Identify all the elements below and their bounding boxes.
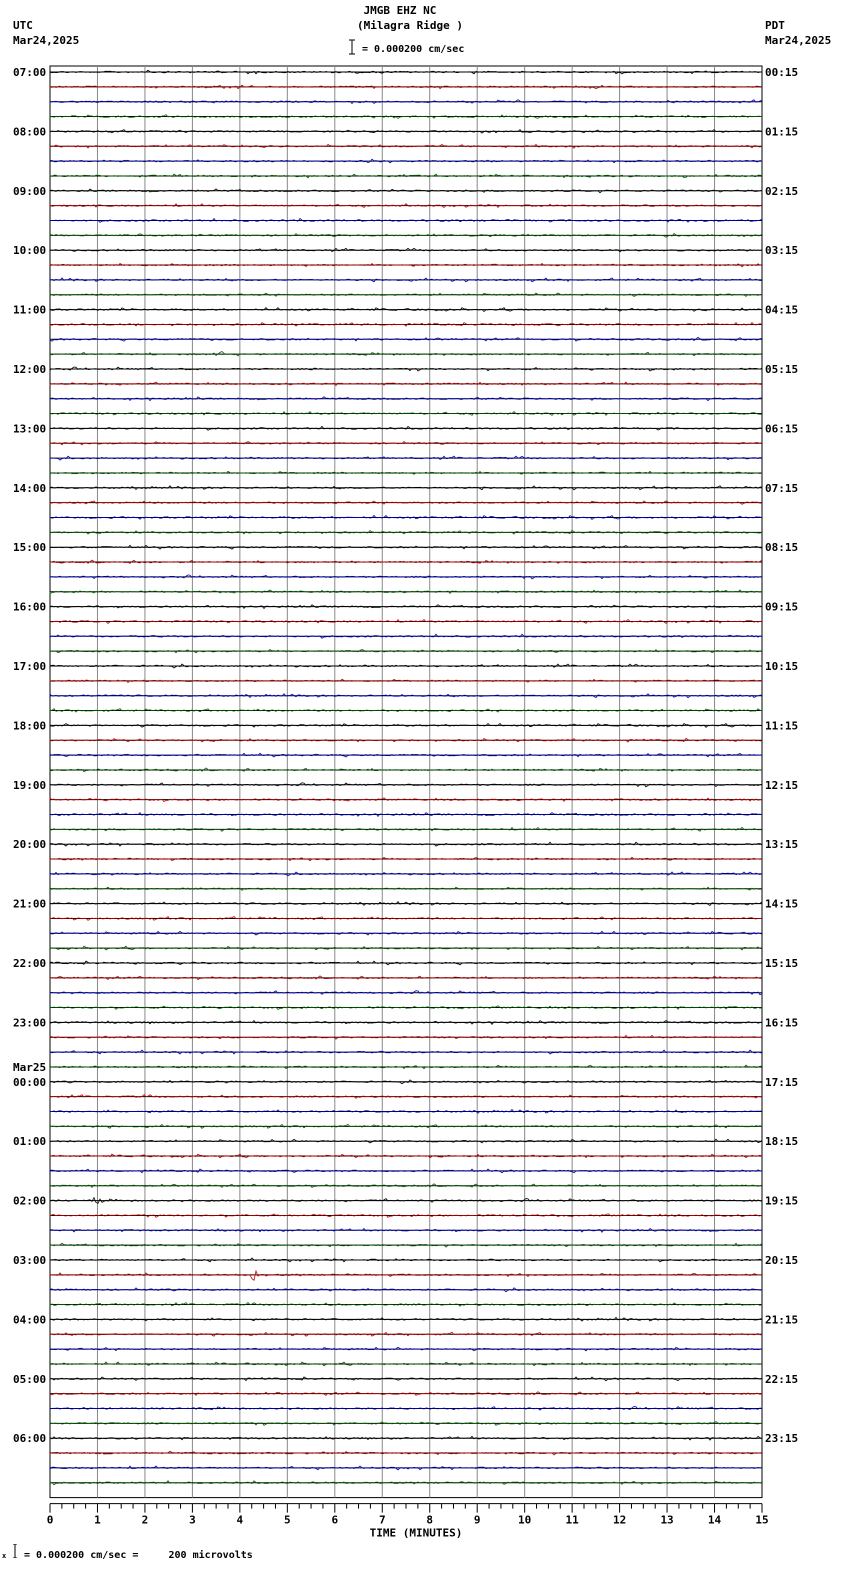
utc-hour-label: 01:00 (13, 1135, 47, 1149)
seismic-trace (50, 1271, 762, 1280)
seismic-trace (50, 1124, 762, 1128)
seismic-trace (50, 1288, 762, 1292)
utc-hour-label: 13:00 (13, 422, 47, 436)
seismic-trace (50, 248, 762, 252)
utc-hour-label: 23:00 (13, 1016, 47, 1030)
utc-hour-label: 15:00 (13, 541, 47, 555)
footer-prefix: x (2, 1552, 7, 1560)
utc-date-change-label: Mar25 (13, 1060, 47, 1074)
scale-label: = 0.000200 cm/sec (362, 44, 465, 55)
utc-hour-label: 16:00 (13, 600, 47, 614)
seismic-trace (50, 516, 762, 520)
seismic-trace (50, 545, 762, 549)
pdt-hour-label: 03:15 (765, 244, 799, 258)
seismic-trace (50, 219, 762, 223)
x-tick-label: 10 (518, 1513, 532, 1527)
seismic-trace (50, 115, 762, 119)
utc-hour-label: 09:00 (13, 184, 47, 198)
pdt-hour-label: 22:15 (765, 1372, 799, 1386)
seismic-trace (50, 709, 762, 712)
footer-scale-bar-icon (13, 1544, 18, 1558)
right-date: Mar24,2025 (765, 34, 832, 47)
x-tick-label: 11 (565, 1513, 579, 1527)
utc-hour-label: 05:00 (13, 1372, 47, 1386)
station-location: (Milagra Ridge ) (357, 19, 463, 32)
utc-hour-label: 11:00 (13, 303, 47, 317)
x-tick-label: 14 (707, 1513, 722, 1527)
pdt-hour-label: 18:15 (765, 1135, 799, 1149)
station-title: JMGB EHZ NC (363, 4, 437, 17)
seismic-trace (50, 1065, 762, 1068)
left-date: Mar24,2025 (13, 34, 80, 47)
pdt-hour-label: 02:15 (765, 184, 799, 198)
pdt-hour-label: 19:15 (765, 1194, 799, 1208)
utc-hour-label: 17:00 (13, 660, 47, 673)
x-tick-label: 12 (612, 1513, 627, 1527)
utc-hour-label: 06:00 (13, 1432, 47, 1446)
pdt-hour-label: 07:15 (765, 481, 799, 495)
pdt-hour-label: 23:15 (765, 1432, 799, 1446)
utc-hour-label: 08:00 (13, 125, 47, 139)
right-timezone: PDT (765, 19, 785, 32)
seismic-trace (50, 605, 762, 609)
utc-hour-label: 19:00 (13, 778, 47, 792)
seismic-trace (50, 1021, 762, 1025)
seismic-trace (50, 70, 762, 74)
pdt-hour-label: 21:15 (765, 1313, 799, 1327)
seismic-trace (50, 1110, 762, 1114)
x-tick-label: 2 (141, 1513, 149, 1527)
utc-hour-label: 07:00 (13, 66, 47, 79)
pdt-hour-label: 10:15 (765, 660, 799, 673)
seismic-trace (50, 264, 762, 267)
x-tick-label: 8 (426, 1513, 434, 1527)
seismic-trace (50, 946, 762, 950)
seismic-trace (50, 976, 762, 980)
utc-hour-label: 20:00 (13, 838, 47, 852)
pdt-hour-label: 20:15 (765, 1254, 799, 1267)
utc-hour-label: 12:00 (13, 363, 47, 376)
pdt-hour-label: 14:15 (765, 897, 799, 911)
utc-hour-label: 14:00 (13, 481, 47, 495)
pdt-hour-label: 17:15 (765, 1075, 799, 1089)
seismic-trace (50, 857, 762, 860)
x-tick-label: 4 (236, 1513, 244, 1527)
x-tick-label: 1 (94, 1513, 101, 1527)
seismic-trace (50, 1080, 762, 1084)
x-tick-label: 5 (284, 1513, 291, 1527)
utc-hour-label: 02:00 (13, 1194, 47, 1208)
pdt-hour-label: 15:15 (765, 957, 799, 970)
pdt-hour-label: 06:15 (765, 422, 799, 436)
utc-hour-label: 10:00 (13, 244, 47, 258)
x-tick-label: 7 (378, 1513, 386, 1527)
x-tick-label: 9 (473, 1513, 481, 1527)
seismic-trace (50, 293, 762, 296)
x-tick-label: 6 (331, 1513, 339, 1527)
x-tick-label: 13 (660, 1513, 674, 1527)
seismic-trace (50, 827, 762, 831)
utc-hour-label: 03:00 (13, 1254, 47, 1267)
pdt-hour-label: 11:15 (765, 719, 799, 733)
pdt-hour-label: 16:15 (765, 1016, 799, 1030)
pdt-hour-label: 12:15 (765, 778, 799, 792)
seismic-trace (50, 783, 762, 787)
scale-bar-icon (349, 40, 355, 54)
seismic-trace (50, 1451, 762, 1455)
pdt-hour-label: 04:15 (765, 303, 799, 317)
x-tick-label: 15 (755, 1513, 769, 1527)
seismic-trace (50, 1258, 762, 1262)
seismic-trace (50, 842, 762, 846)
pdt-hour-label: 01:15 (765, 125, 799, 139)
seismic-trace (50, 501, 762, 504)
footer-scale-label: = 0.000200 cm/sec = 200 microvolts (24, 1550, 253, 1561)
seismic-trace (50, 486, 762, 490)
seismic-trace (50, 1243, 762, 1247)
left-timezone: UTC (13, 19, 33, 32)
seismic-trace (50, 931, 762, 935)
utc-hour-label: 18:00 (13, 719, 47, 733)
pdt-hour-label: 08:15 (765, 541, 799, 555)
pdt-hour-label: 00:15 (765, 66, 799, 79)
utc-hour-label: 04:00 (13, 1313, 47, 1327)
pdt-hour-label: 13:15 (765, 838, 799, 852)
utc-hour-label: 21:00 (13, 897, 47, 911)
pdt-hour-label: 05:15 (765, 363, 799, 376)
utc-hour-label: 00:00 (13, 1075, 47, 1089)
utc-hour-label: 22:00 (13, 957, 47, 970)
x-tick-label: 0 (46, 1513, 54, 1527)
seismic-trace (50, 634, 762, 638)
x-tick-label: 3 (189, 1513, 196, 1527)
pdt-hour-label: 09:15 (765, 600, 799, 614)
x-axis-label: TIME (MINUTES) (369, 1526, 463, 1540)
